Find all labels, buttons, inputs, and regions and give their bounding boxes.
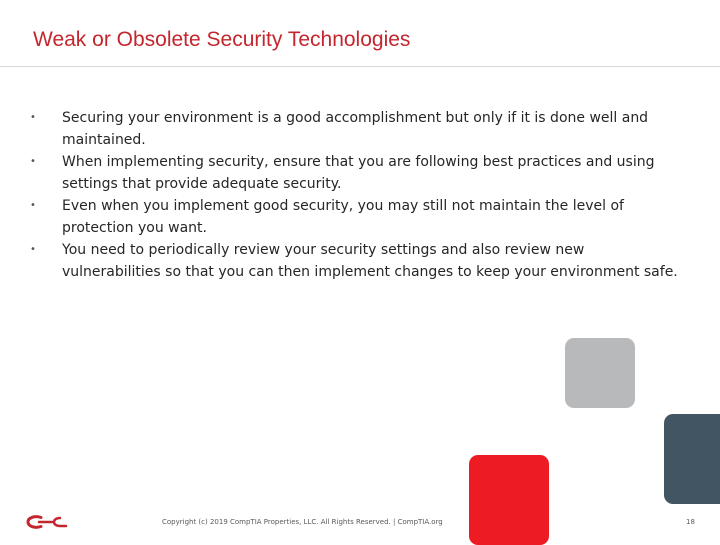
- page-number: 18: [686, 518, 695, 526]
- title-divider: [0, 66, 720, 67]
- bullet-item: [30, 151, 680, 195]
- bullet-dot: •: [30, 156, 36, 167]
- comptia-logo-icon: [26, 514, 72, 530]
- decor-square-dark: [664, 414, 720, 504]
- bullet-text: Securing your environment is a good accomplishment but only if it is done well and maintained.: [62, 110, 649, 148]
- bullet-text: Even when you implement good security, you may still not maintain the level of protection you want.: [62, 198, 624, 236]
- bullet-dot: •: [30, 112, 36, 123]
- bullet-text: You need to periodically review your security settings and also review new vulnerabilities so that you can then implement changes to keep your environment safe.: [62, 242, 678, 280]
- footer-copyright: Copyright (c) 2019 CompTIA Properties, LLC. All Rights Reserved. | CompTIA.org: [162, 518, 443, 526]
- slide-title: Weak or Obsolete Security Technologies: [33, 28, 411, 51]
- bullet-text: When implementing security, ensure that you are following best practices and using settings that provide adequate security.: [62, 154, 655, 192]
- bullet-item: [30, 239, 680, 283]
- decor-square-red: [469, 455, 549, 545]
- bullet-dot: •: [30, 244, 36, 255]
- bullet-item: [30, 195, 680, 239]
- bullet-list: [30, 107, 680, 283]
- bullet-item: [30, 107, 680, 151]
- decor-square-gray: [565, 338, 635, 408]
- bullet-dot: •: [30, 200, 36, 211]
